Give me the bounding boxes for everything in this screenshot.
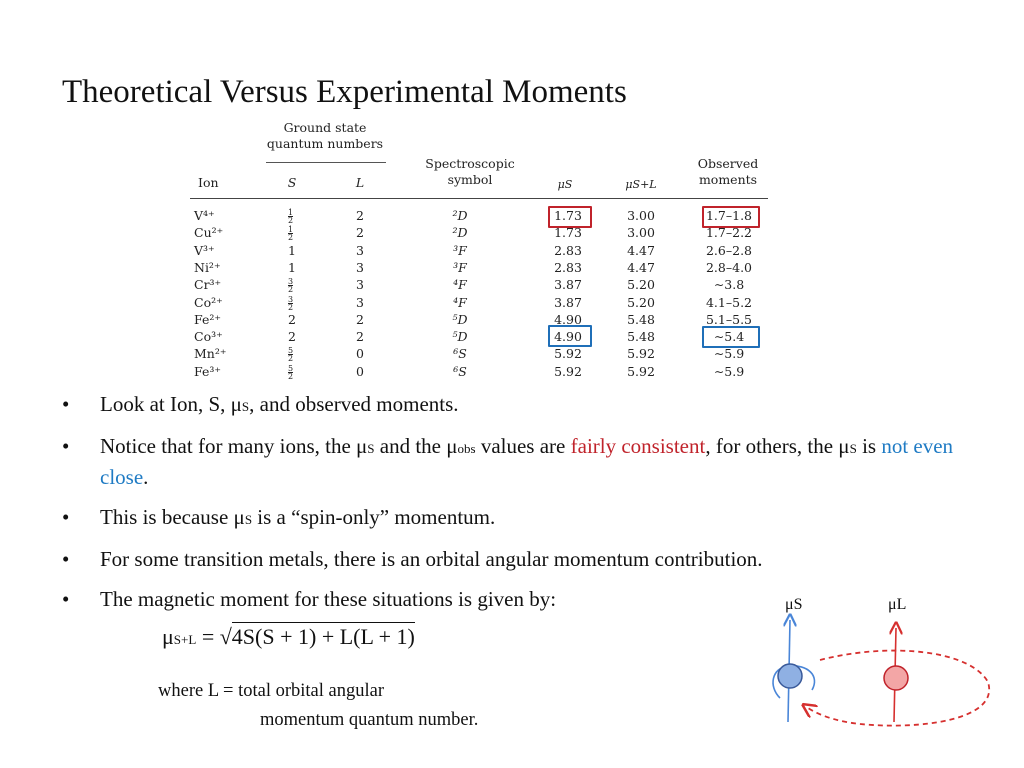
- cell-mus: 5.92: [554, 363, 582, 379]
- highlight-blue-observed: [702, 326, 760, 348]
- bullet-2-text-c: values are: [475, 434, 571, 458]
- cell-mus: 2.83: [554, 259, 582, 275]
- bullet-3-sub: S: [244, 512, 253, 527]
- header-l: L: [355, 175, 365, 190]
- formula: [162, 624, 415, 650]
- bullet-2-sub-obs: obs: [457, 441, 476, 456]
- bullet-3-text-a: This is because μ: [100, 505, 245, 529]
- cell-symbol: ²D: [452, 208, 468, 223]
- bullet-1-sub: S: [241, 399, 250, 414]
- bullet-2-text-a: Notice that for many ions, the μ: [100, 434, 368, 458]
- cell-s: 2: [288, 329, 296, 345]
- header-observed-line2: moments: [698, 172, 758, 187]
- fraction-denominator: 2: [288, 233, 294, 243]
- cell-s-fraction: [288, 226, 293, 241]
- header-symbol-line1: Spectroscopic: [425, 156, 515, 171]
- table-row: [190, 277, 770, 294]
- bullet-5-text: The magnetic moment for these situations is given by:: [100, 587, 557, 611]
- header-musl: μS+L: [625, 178, 657, 191]
- header-ion: Ion: [198, 175, 219, 190]
- bullet-4-text: For some transition metals, there is an orbital angular momentum contribution.: [100, 547, 763, 571]
- slide-title: Theoretical Versus Experimental Moments: [62, 74, 627, 110]
- label-mu-s: μS: [785, 596, 803, 613]
- cell-musl: 5.20: [627, 294, 655, 310]
- fraction-denominator: 2: [288, 285, 294, 295]
- header-s: S: [287, 175, 297, 190]
- cell-mus: 2.83: [554, 242, 582, 258]
- cell-symbol: ⁴F: [453, 294, 467, 310]
- cell-ion: Ni²⁺: [194, 259, 221, 275]
- cell-observed: 1.7–2.2: [705, 225, 752, 241]
- bullet-3: [62, 503, 1002, 534]
- cell-l: 2: [356, 311, 364, 327]
- cell-observed: ∼5.9: [713, 346, 745, 362]
- electron-spin-ball: [778, 664, 802, 688]
- cell-l: 3: [356, 294, 364, 310]
- cell-ion: Mn²⁺: [194, 346, 227, 362]
- fraction-denominator: 2: [288, 216, 294, 225]
- cell-symbol: ²D: [452, 225, 468, 241]
- cell-l: 2: [356, 329, 364, 345]
- fraction-denominator: 2: [288, 302, 294, 312]
- fraction-denominator: 2: [288, 371, 294, 381]
- bullet-marker: •: [62, 434, 70, 458]
- cell-s: 1: [288, 259, 296, 275]
- cell-musl: 4.47: [627, 259, 655, 275]
- formula-mu: μ: [162, 624, 174, 649]
- group-header: [260, 120, 390, 152]
- cell-l: 3: [356, 259, 364, 275]
- cell-s: 1: [288, 242, 296, 258]
- cell-musl: 5.20: [627, 277, 655, 293]
- cell-symbol: ⁶S: [453, 346, 467, 362]
- cell-musl: 3.00: [627, 208, 655, 223]
- cell-l: 0: [356, 363, 364, 379]
- cell-musl: 5.92: [627, 363, 655, 379]
- formula-equals-root: = √: [196, 624, 232, 649]
- formula-sub: S+L: [173, 632, 197, 647]
- bullet-1-text-b: , and observed moments.: [249, 392, 459, 416]
- fraction-numerator: 3: [288, 277, 294, 287]
- bullet-1: [62, 390, 1002, 421]
- cell-s-fraction: [288, 365, 293, 380]
- bullet-4: [62, 545, 1002, 574]
- cell-symbol: ⁵D: [452, 311, 468, 327]
- bullet-2-text-d: , for others, the μ: [705, 434, 850, 458]
- not-even-close-text: not even close: [100, 434, 954, 489]
- cell-observed: ∼3.8: [713, 277, 745, 293]
- highlight-red-observed: [702, 206, 760, 228]
- highlight-blue-mus: [548, 325, 592, 347]
- table-row: [190, 346, 770, 363]
- moments-table: [190, 118, 770, 386]
- cell-ion: Fe²⁺: [194, 311, 221, 327]
- cell-mus: 3.87: [554, 277, 582, 293]
- fraction-denominator: 2: [288, 354, 294, 364]
- cell-s-fraction: [288, 278, 293, 293]
- bullet-marker: •: [62, 587, 70, 611]
- cell-symbol: ³F: [453, 259, 467, 275]
- table-row: [190, 243, 770, 260]
- moment-diagram: [750, 590, 1000, 760]
- bullet-marker: •: [62, 547, 70, 571]
- table-row: [190, 312, 770, 329]
- cell-ion: Co³⁺: [194, 329, 223, 345]
- cell-musl: 5.48: [627, 329, 655, 345]
- cell-musl: 3.00: [627, 225, 655, 241]
- cell-musl: 5.48: [627, 311, 655, 327]
- cell-observed: 1.7–1.8: [705, 208, 752, 223]
- cell-l: 3: [356, 277, 364, 293]
- cell-ion: V³⁺: [194, 242, 215, 258]
- fairly-consistent-text: fairly consistent: [570, 434, 706, 458]
- cell-musl: 5.92: [627, 346, 655, 362]
- header-observed: [690, 156, 766, 188]
- cell-l: 2: [356, 208, 364, 223]
- bullet-2-text-b: and the μ: [374, 434, 458, 458]
- table-row: [190, 295, 770, 312]
- cell-mus: 3.87: [554, 294, 582, 310]
- cell-symbol: ⁵D: [452, 329, 468, 345]
- table-row: [190, 260, 770, 277]
- fraction-numerator: 3: [288, 294, 294, 304]
- cell-symbol: ³F: [453, 242, 467, 258]
- bullet-1-text-a: Look at Ion, S, μ: [100, 392, 242, 416]
- formula-radicand: 4S(S + 1) + L(L + 1): [231, 624, 415, 649]
- bullet-2-text-e: is: [856, 434, 882, 458]
- table-row: [190, 364, 770, 381]
- cell-mus: 4.90: [554, 329, 582, 345]
- note-line-2: momentum quantum number.: [260, 710, 479, 730]
- cell-symbol: ⁴F: [453, 277, 467, 293]
- cell-l: 0: [356, 346, 364, 362]
- cell-s-fraction: [288, 209, 293, 224]
- cell-observed: 4.1–5.2: [705, 294, 752, 310]
- fraction-numerator: 5: [288, 346, 294, 356]
- cell-ion: Fe³⁺: [194, 363, 221, 379]
- cell-observed: ∼5.9: [713, 363, 745, 379]
- bullet-marker: •: [62, 505, 70, 529]
- cell-s-fraction: [288, 296, 293, 311]
- table-row: [190, 208, 770, 225]
- fraction-numerator: 1: [288, 225, 294, 235]
- orbital-ball: [884, 666, 908, 690]
- diagram-svg: [750, 590, 1000, 760]
- cell-mus: 4.90: [554, 311, 582, 327]
- cell-s: 2: [288, 311, 296, 327]
- bullet-2: [62, 432, 1002, 492]
- fraction-numerator: 1: [288, 208, 294, 217]
- cell-musl: 4.47: [627, 242, 655, 258]
- header-rule: [190, 198, 768, 199]
- cell-s-fraction: [288, 347, 293, 362]
- group-header-rule: [266, 162, 386, 163]
- cell-l: 2: [356, 225, 364, 241]
- cell-l: 3: [356, 242, 364, 258]
- cell-mus: 5.92: [554, 346, 582, 362]
- header-observed-line1: Observed: [697, 156, 759, 171]
- cell-symbol: ⁶S: [453, 363, 467, 379]
- fraction-numerator: 5: [288, 363, 294, 373]
- group-header-line1: Ground state: [283, 120, 367, 135]
- cell-observed: ∼5.4: [713, 329, 745, 345]
- label-mu-l: μL: [888, 596, 907, 613]
- cell-observed: 2.6–2.8: [705, 242, 752, 258]
- table-row: [190, 225, 770, 242]
- bullet-2-sub-s2: S: [849, 441, 857, 456]
- cell-observed: 5.1–5.5: [705, 311, 752, 327]
- note-line-1: where L = total orbital angular: [158, 681, 385, 701]
- header-mus: μS: [557, 178, 573, 191]
- cell-observed: 2.8–4.0: [705, 259, 752, 275]
- header-symbol-line2: symbol: [447, 172, 493, 187]
- table-row: [190, 329, 770, 346]
- highlight-red-mus: [548, 206, 592, 228]
- bullet-marker: •: [62, 392, 70, 416]
- header-symbol: [415, 156, 525, 188]
- bullet-3-text-b: is a “spin-only” momentum.: [252, 505, 496, 529]
- cell-mus: 1.73: [554, 208, 582, 223]
- cell-ion: Cr³⁺: [194, 277, 222, 293]
- group-header-line2: quantum numbers: [266, 136, 384, 151]
- cell-ion: Cu²⁺: [194, 225, 224, 241]
- cell-ion: Co²⁺: [194, 294, 223, 310]
- cell-mus: 1.73: [554, 225, 582, 241]
- cell-ion: V⁴⁺: [194, 208, 215, 223]
- bullet-2-sub-s: S: [367, 441, 375, 456]
- bullet-2-text-f: .: [143, 465, 149, 489]
